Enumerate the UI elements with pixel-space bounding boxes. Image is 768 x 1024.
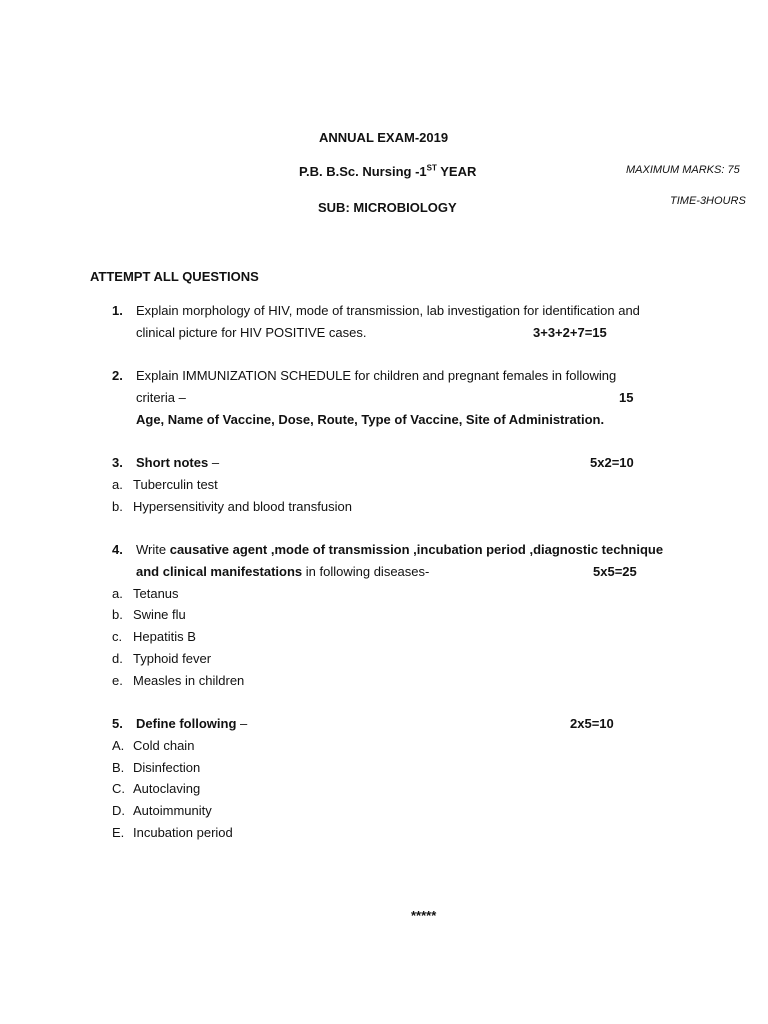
item-label: c. <box>112 629 123 645</box>
list-item <box>112 474 712 496</box>
question-text-line: Explain IMMUNIZATION SCHEDULE for children and pregnant females in following <box>136 368 617 383</box>
item-text: Hypersensitivity and blood transfusion <box>133 498 352 514</box>
end-marker: ***** <box>411 908 437 923</box>
item-label: b. <box>112 607 123 623</box>
item-label: a. <box>112 476 123 492</box>
question-text-line: Explain morphology of HIV, mode of transmission, lab investigation for identification and <box>136 303 640 318</box>
list-item <box>112 583 712 605</box>
subject-title: SUB: MICROBIOLOGY <box>318 200 457 215</box>
item-text: Hepatitis B <box>133 629 196 645</box>
question-number: 2. <box>112 368 123 383</box>
item-text: Typhoid fever <box>133 650 212 666</box>
item-text: Disinfection <box>133 759 201 775</box>
question-text: Write <box>136 542 170 557</box>
question-1 <box>112 300 712 344</box>
question-2 <box>112 365 712 430</box>
question-number: 5. <box>112 716 123 731</box>
item-text: Cold chain <box>133 737 195 753</box>
question-marks: 15 <box>619 389 634 405</box>
list-item <box>112 800 712 822</box>
item-label: E. <box>112 824 125 840</box>
list-item <box>112 496 712 518</box>
item-label: b. <box>112 498 123 514</box>
item-label: e. <box>112 672 123 688</box>
question-number: 4. <box>112 542 123 557</box>
question-text-line: clinical picture for HIV POSITIVE cases. <box>136 324 367 340</box>
item-label: B. <box>112 759 125 775</box>
list-item <box>112 648 712 670</box>
question-3 <box>112 452 712 517</box>
question-dash: – <box>208 455 220 470</box>
question-marks: 5x2=10 <box>590 455 634 470</box>
sub-question-list <box>112 735 712 844</box>
time-limit: TIME-3HOURS <box>670 195 746 207</box>
question-4 <box>112 539 712 692</box>
list-item <box>112 626 712 648</box>
question-text-line: criteria – <box>136 389 186 405</box>
course-title <box>299 164 476 179</box>
question-title: Define following <box>136 716 237 731</box>
item-text: Autoclaving <box>133 781 201 797</box>
item-text: Measles in children <box>133 672 245 688</box>
question-dash: – <box>236 716 248 731</box>
question-criteria: Age, Name of Vaccine, Dose, Route, Type of Vaccine, Site of Administration. <box>136 411 605 427</box>
question-bold-text: and clinical manifestations <box>136 563 303 579</box>
instruction-heading: ATTEMPT ALL QUESTIONS <box>90 269 259 284</box>
question-marks: 3+3+2+7=15 <box>533 324 607 340</box>
sub-question-list <box>112 474 712 518</box>
question-marks: 5x5=25 <box>593 563 637 579</box>
question-number: 3. <box>112 455 123 470</box>
question-number: 1. <box>112 303 123 318</box>
question-title: Short notes <box>136 455 209 470</box>
item-label: C. <box>112 781 125 797</box>
question-5 <box>112 713 712 844</box>
item-label: A. <box>112 737 125 753</box>
item-text: Incubation period <box>133 824 233 840</box>
item-text: Tetanus <box>133 585 179 601</box>
list-item <box>112 670 712 692</box>
course-prefix: P.B. B.Sc. Nursing -1 <box>299 164 427 179</box>
item-label: a. <box>112 585 123 601</box>
item-text: Swine flu <box>133 607 186 623</box>
list-item <box>112 735 712 757</box>
course-suffix: YEAR <box>436 164 477 179</box>
question-marks: 2x5=10 <box>570 716 614 731</box>
list-item <box>112 604 712 626</box>
list-item <box>112 757 712 779</box>
item-label: D. <box>112 803 125 819</box>
question-text: in following diseases- <box>302 563 430 579</box>
sub-question-list <box>112 583 712 692</box>
exam-title: ANNUAL EXAM-2019 <box>319 130 449 145</box>
course-superscript: ST <box>426 163 437 173</box>
item-label: d. <box>112 650 123 666</box>
list-item <box>112 778 712 800</box>
item-text: Tuberculin test <box>133 476 218 492</box>
maximum-marks: MAXIMUM MARKS: 75 <box>626 164 740 176</box>
item-text: Autoimmunity <box>133 803 212 819</box>
list-item <box>112 822 712 844</box>
question-bold-text: causative agent ,mode of transmission ,incubation period ,diagnostic technique <box>169 542 664 557</box>
